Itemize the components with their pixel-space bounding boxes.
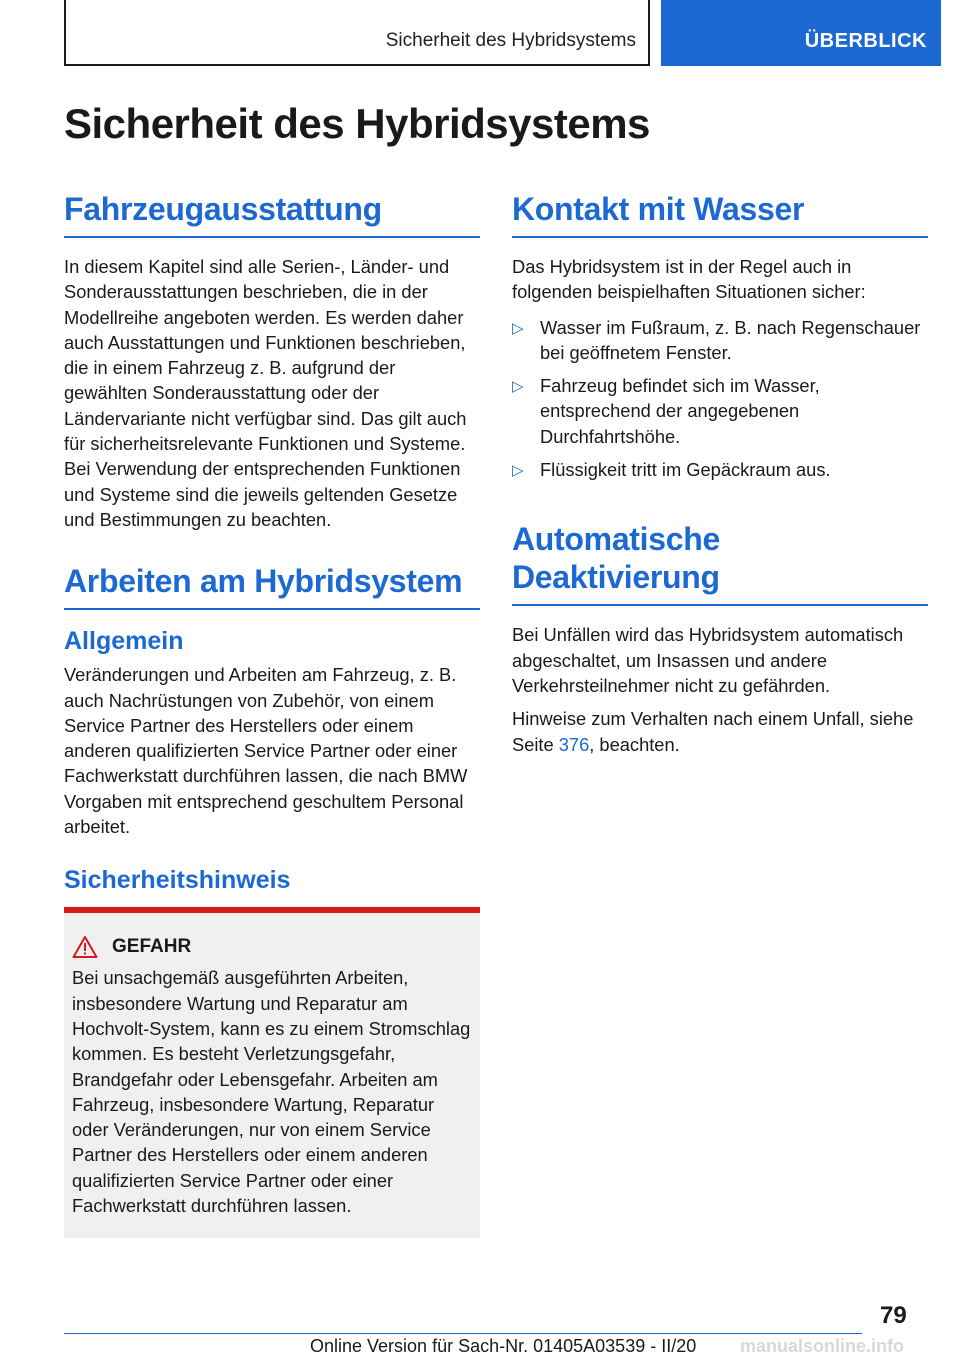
- triangle-bullet-icon: ▷: [512, 378, 524, 396]
- list-item: ▷ Flüssigkeit tritt im Gepäckraum aus.: [512, 457, 928, 482]
- wasser-list: [512, 315, 928, 483]
- page-number: 79: [880, 1302, 907, 1329]
- heading-automatische-deaktivierung: Automatische Deaktivierung: [512, 520, 928, 606]
- paragraph-deaktivierung: Bei Unfällen wird das Hybridsystem automatisch abgeschaltet, um Insassen und andere Verkehrsteilnehmer nicht zu gefährden.: [512, 624, 904, 696]
- header-section-title: Sicherheit des Hybridsystems: [385, 30, 636, 51]
- triangle-bullet-icon: ▷: [512, 462, 524, 480]
- footer-divider: [64, 1333, 862, 1334]
- right-column: [512, 190, 928, 757]
- heading-arbeiten-hybridsystem: Arbeiten am Hybridsystem: [64, 562, 480, 610]
- paragraph-allgemein: Veränderungen und Arbeiten am Fahrzeug, z. B. auch Nachrüstungen von Zubehör, von einem Service Partner des Herstellers oder einem anderen qualifizierten Service Partner oder einer Fachwerkstatt durchführen lassen, die nach BMW Vorgaben mit entsprechend geschultem Personal arbeitet.: [64, 664, 468, 838]
- danger-label: GEFAHR: [112, 936, 192, 958]
- left-column: [64, 190, 480, 1238]
- header-section-box: [64, 0, 650, 66]
- subheading-allgemein: Allgemein: [64, 627, 184, 656]
- heading-fahrzeugausstattung: Fahrzeugausstattung: [64, 190, 480, 238]
- heading-kontakt-wasser: Kontakt mit Wasser: [512, 190, 928, 238]
- triangle-bullet-icon: ▷: [512, 319, 524, 337]
- list-item: ▷ Fahrzeug befindet sich im Wasser, entsprechend der angegebenen Durchfahrtshöhe.: [512, 375, 820, 447]
- watermark: manualsonline.info: [740, 1336, 905, 1356]
- footer-online-version: Online Version für Sach-Nr. 01405A03539 - II/20: [310, 1336, 697, 1356]
- header-tab-label: ÜBERBLICK: [804, 30, 927, 52]
- page-reference-link[interactable]: 376: [558, 733, 590, 755]
- paragraph-fahrzeugausstattung: In diesem Kapitel sind alle Serien-, Länder- und Sonderausstattungen beschrieben, die in der Modellreihe angeboten werden. Es werden daher auch Ausstattungen und Funktionen beschrieben, die in einem Fahrzeug z. B. aufgrund der gewählten Sonderausstattung oder der Ländervariante nicht verfügbar sind. Das gilt auch für sicherheitsrelevante Funktionen und Systeme. Bei Verwendung der entsprechenden Funktionen und Systeme sind die jeweils geltenden Gesetze und Bestimmungen zu beachten.: [64, 256, 467, 530]
- list-item: ▷ Wasser im Fußraum, z. B. nach Regenschauer bei geöffnetem Fenster.: [512, 316, 921, 363]
- header-tab[interactable]: [661, 0, 941, 66]
- danger-text: Bei unsachgemäß ausgeführten Arbeiten, insbesondere Wartung und Reparatur am Hochvolt-System, kann es zu einem Stromschlag kommen. Es besteht Verletzungsgefahr, Brandgefahr oder Lebensgefahr. Arbeiten am Fahrzeug, insbesondere Wartung, Reparatur oder Veränderungen, nur von einem Service Partner des Herstellers oder einem anderen qualifizierten Service Partner oder einer Fachwerkstatt durchführen lassen.: [72, 967, 471, 1217]
- page-title: Sicherheit des Hybridsystems: [64, 100, 650, 147]
- danger-box: [64, 913, 480, 1238]
- subheading-sicherheitshinweis: Sicherheitshinweis: [64, 866, 291, 895]
- paragraph-unfall-hinweis: Hinweise zum Verhalten nach einem Unfall, siehe Seite 376, beachten.: [512, 708, 914, 755]
- paragraph-wasser-intro: Das Hybridsystem ist in der Regel auch in folgenden beispielhaften Situationen sicher:: [512, 256, 866, 303]
- warning-triangle-icon: [72, 935, 98, 959]
